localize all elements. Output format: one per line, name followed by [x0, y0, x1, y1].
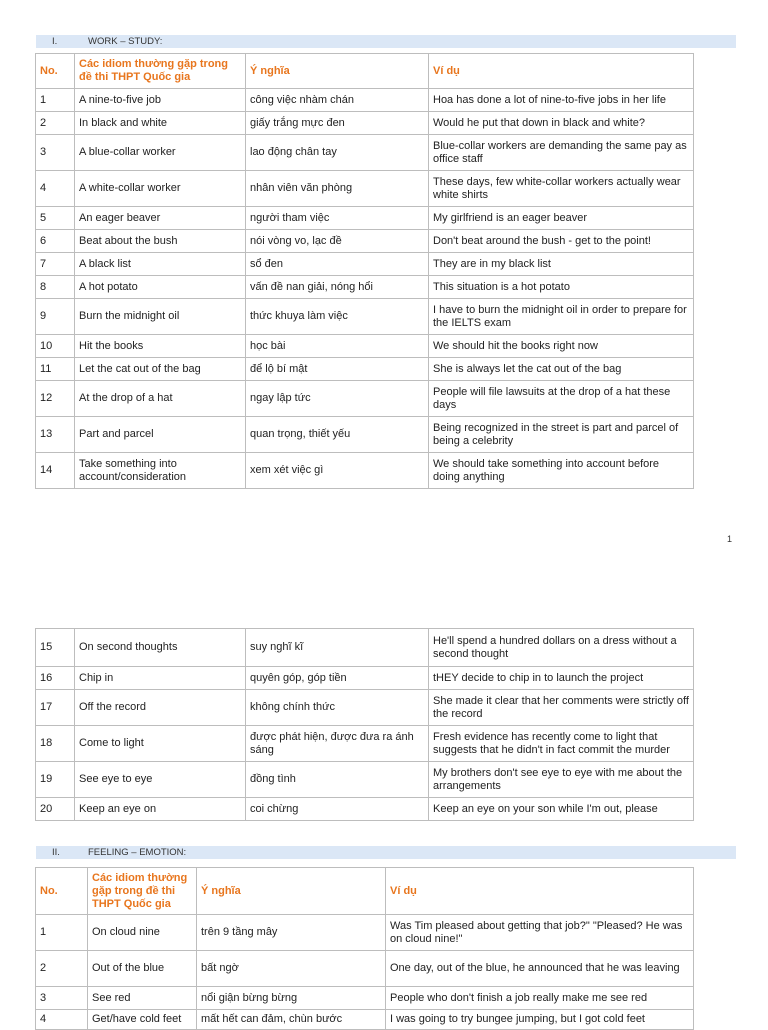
cell-example: Being recognized in the street is part and parcel of being a celebrity: [429, 417, 694, 453]
cell-no: 1: [36, 89, 75, 112]
cell-idiom: At the drop of a hat: [75, 381, 246, 417]
table-body: [36, 915, 694, 1030]
cell-idiom: An eager beaver: [75, 207, 246, 230]
cell-idiom: In black and white: [75, 112, 246, 135]
cell-idiom: A white-collar worker: [75, 171, 246, 207]
cell-meaning: trên 9 tầng mây: [197, 915, 386, 951]
cell-no: 2: [36, 951, 88, 987]
header-meaning: Ý nghĩa: [197, 868, 386, 915]
cell-no: 11: [36, 358, 75, 381]
table-row: [36, 1010, 694, 1030]
section-number: I.: [52, 36, 58, 47]
cell-idiom: A nine-to-five job: [75, 89, 246, 112]
cell-example: Don't beat around the bush - get to the point!: [429, 230, 694, 253]
table-row: [36, 381, 694, 417]
cell-no: 20: [36, 798, 75, 821]
table-row: [36, 690, 694, 726]
table-row: [36, 951, 694, 987]
cell-example: He'll spend a hundred dollars on a dress without a second thought: [429, 629, 694, 667]
cell-idiom: Beat about the bush: [75, 230, 246, 253]
header-idiom: Các idiom thường gặp trong đề thi THPT Quốc gia: [75, 54, 246, 89]
cell-example: Hoa has done a lot of nine-to-five jobs in her life: [429, 89, 694, 112]
cell-idiom: Part and parcel: [75, 417, 246, 453]
cell-no: 7: [36, 253, 75, 276]
table-row: [36, 358, 694, 381]
cell-meaning: người tham việc: [246, 207, 429, 230]
cell-no: 17: [36, 690, 75, 726]
cell-meaning: không chính thức: [246, 690, 429, 726]
section-title: WORK – STUDY:: [88, 36, 163, 47]
header-meaning: Ý nghĩa: [246, 54, 429, 89]
cell-meaning: quan trọng, thiết yếu: [246, 417, 429, 453]
page-number: 1: [727, 534, 733, 544]
cell-meaning: ngay lập tức: [246, 381, 429, 417]
cell-example: One day, out of the blue, he announced that he was leaving: [386, 951, 694, 987]
cell-idiom: On second thoughts: [75, 629, 246, 667]
cell-meaning: đồng tình: [246, 762, 429, 798]
cell-meaning: suy nghĩ kĩ: [246, 629, 429, 667]
section-title: FEELING – EMOTION:: [88, 847, 187, 858]
cell-idiom: Off the record: [75, 690, 246, 726]
cell-example: We should take something into account before doing anything: [429, 453, 694, 489]
cell-idiom: See eye to eye: [75, 762, 246, 798]
table-header-row: [36, 54, 694, 89]
cell-example: We should hit the books right now: [429, 335, 694, 358]
table-row: [36, 207, 694, 230]
cell-idiom: Burn the midnight oil: [75, 299, 246, 335]
cell-example: Fresh evidence has recently come to light that suggests that he didn't in fact commit the murder: [429, 726, 694, 762]
cell-meaning: lao động chân tay: [246, 135, 429, 171]
cell-meaning: mất hết can đảm, chùn bước: [197, 1010, 386, 1030]
table-body: [36, 89, 694, 489]
cell-no: 18: [36, 726, 75, 762]
cell-no: 9: [36, 299, 75, 335]
table-row: [36, 453, 694, 489]
cell-meaning: giấy trắng mực đen: [246, 112, 429, 135]
table-row: [36, 230, 694, 253]
cell-example: I have to burn the midnight oil in order to prepare for the IELTS exam: [429, 299, 694, 335]
cell-example: tHEY decide to chip in to launch the project: [429, 667, 694, 690]
table-row: [36, 667, 694, 690]
cell-example: This situation is a hot potato: [429, 276, 694, 299]
cell-meaning: công việc nhàm chán: [246, 89, 429, 112]
table-header-row: [36, 868, 694, 915]
table-row: [36, 112, 694, 135]
header-no: No.: [36, 54, 75, 89]
table-body: [36, 629, 694, 821]
cell-idiom: Chip in: [75, 667, 246, 690]
section-header-work-study: [36, 35, 736, 48]
cell-example: She is always let the cat out of the bag: [429, 358, 694, 381]
table-row: [36, 253, 694, 276]
cell-no: 19: [36, 762, 75, 798]
section-number: II.: [52, 847, 60, 858]
cell-meaning: nhân viên văn phòng: [246, 171, 429, 207]
cell-no: 16: [36, 667, 75, 690]
cell-example: People who don't finish a job really make me see red: [386, 987, 694, 1010]
cell-example: People will file lawsuits at the drop of a hat these days: [429, 381, 694, 417]
cell-no: 10: [36, 335, 75, 358]
cell-example: She made it clear that her comments were strictly off the record: [429, 690, 694, 726]
table-row: [36, 987, 694, 1010]
header-idiom: Các idiom thường gặp trong đề thi THPT Quốc gia: [88, 868, 197, 915]
cell-meaning: thức khuya làm việc: [246, 299, 429, 335]
cell-meaning: sổ đen: [246, 253, 429, 276]
cell-example: Keep an eye on your son while I'm out, please: [429, 798, 694, 821]
cell-no: 8: [36, 276, 75, 299]
cell-idiom: Keep an eye on: [75, 798, 246, 821]
cell-no: 5: [36, 207, 75, 230]
cell-idiom: Come to light: [75, 726, 246, 762]
table-row: [36, 417, 694, 453]
table-row: [36, 135, 694, 171]
table-row: [36, 299, 694, 335]
table-row: [36, 915, 694, 951]
cell-example: I was going to try bungee jumping, but I got cold feet: [386, 1010, 694, 1030]
cell-no: 13: [36, 417, 75, 453]
cell-meaning: coi chừng: [246, 798, 429, 821]
cell-no: 6: [36, 230, 75, 253]
cell-idiom: Hit the books: [75, 335, 246, 358]
cell-no: 4: [36, 171, 75, 207]
table-row: [36, 335, 694, 358]
cell-no: 3: [36, 987, 88, 1010]
cell-idiom: A hot potato: [75, 276, 246, 299]
cell-meaning: được phát hiện, được đưa ra ánh sáng: [246, 726, 429, 762]
table-row: [36, 171, 694, 207]
cell-idiom: A blue-collar worker: [75, 135, 246, 171]
idiom-table-work-study: [35, 53, 694, 489]
cell-idiom: A black list: [75, 253, 246, 276]
cell-no: 2: [36, 112, 75, 135]
cell-no: 15: [36, 629, 75, 667]
cell-no: 14: [36, 453, 75, 489]
cell-idiom: On cloud nine: [88, 915, 197, 951]
cell-meaning: học bài: [246, 335, 429, 358]
cell-example: My brothers don't see eye to eye with me about the arrangements: [429, 762, 694, 798]
cell-no: 1: [36, 915, 88, 951]
cell-idiom: Out of the blue: [88, 951, 197, 987]
cell-meaning: xem xét việc gì: [246, 453, 429, 489]
cell-example: They are in my black list: [429, 253, 694, 276]
cell-meaning: để lộ bí mật: [246, 358, 429, 381]
cell-idiom: Get/have cold feet: [88, 1010, 197, 1030]
header-example: Ví dụ: [386, 868, 694, 915]
cell-idiom: Take something into account/consideration: [75, 453, 246, 489]
cell-meaning: nổi giận bừng bừng: [197, 987, 386, 1010]
cell-example: These days, few white-collar workers actually wear white shirts: [429, 171, 694, 207]
cell-no: 4: [36, 1010, 88, 1030]
cell-meaning: nói vòng vo, lạc đề: [246, 230, 429, 253]
cell-example: Would he put that down in black and white?: [429, 112, 694, 135]
cell-meaning: quyên góp, góp tiền: [246, 667, 429, 690]
table-row: [36, 726, 694, 762]
cell-no: 3: [36, 135, 75, 171]
cell-meaning: vấn đề nan giải, nóng hổi: [246, 276, 429, 299]
cell-no: 12: [36, 381, 75, 417]
section-header-feeling-emotion: [36, 846, 736, 859]
table-row: [36, 762, 694, 798]
header-example: Ví dụ: [429, 54, 694, 89]
idiom-table-continued: [35, 628, 694, 821]
cell-idiom: Let the cat out of the bag: [75, 358, 246, 381]
table-row: [36, 629, 694, 667]
cell-example: Was Tim pleased about getting that job?" "Pleased? He was on cloud nine!": [386, 915, 694, 951]
cell-example: My girlfriend is an eager beaver: [429, 207, 694, 230]
idiom-table-feeling-emotion: [35, 867, 694, 1030]
table-row: [36, 276, 694, 299]
cell-meaning: bất ngờ: [197, 951, 386, 987]
cell-example: Blue-collar workers are demanding the same pay as office staff: [429, 135, 694, 171]
cell-idiom: See red: [88, 987, 197, 1010]
header-no: No.: [36, 868, 88, 915]
table-row: [36, 798, 694, 821]
table-row: [36, 89, 694, 112]
